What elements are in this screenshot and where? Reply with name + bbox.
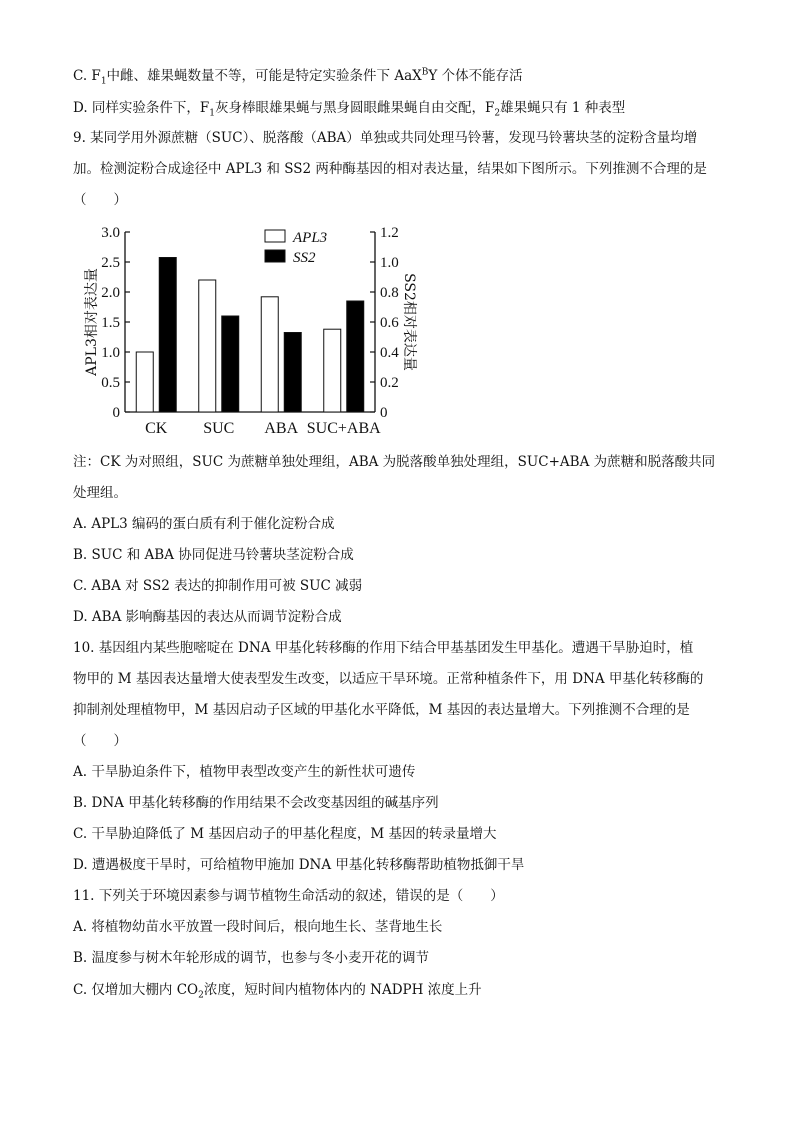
bar-apl3-suc	[199, 280, 216, 412]
x-category-label: ABA	[264, 420, 299, 437]
y-right-tick-label: 0.2	[380, 375, 399, 391]
x-category-label: CK	[145, 420, 168, 437]
q9-option-c: C. ABA 对 SS2 表达的抑制作用可被 SUC 减弱	[73, 578, 363, 594]
y-right-tick-label: 1.0	[380, 255, 399, 271]
bar-apl3-aba	[261, 297, 278, 412]
q9-note-line-1: 注：CK 为对照组，SUC 为蔗糖单独处理组，ABA 为脱落酸单独处理组，SUC+ABA 为蔗糖和脱落酸共同	[73, 454, 716, 470]
y-right-tick-label: 0.4	[380, 345, 399, 361]
q9-option-d: D. ABA 影响酶基因的表达从而调节淀粉合成	[73, 609, 342, 625]
q8-option-c: C. $F_1$中雌、雄果蝇数量不等，可能是特定实验条件下 AaX$^B$Y 个体不能存活	[73, 67, 523, 87]
x-category-label: SUC	[203, 420, 235, 437]
y-left-tick-label: 0	[112, 405, 120, 421]
q11-stem: 11. 下列关于环境因素参与调节植物生命活动的叙述，错误的是（ ）	[73, 888, 504, 904]
bar-ss2-suc	[222, 316, 239, 412]
q10-option-a: A. 干旱胁迫条件下，植物甲表型改变产生的新性状可遗传	[73, 764, 416, 780]
legend-swatch-apl3	[265, 230, 285, 242]
q10-stem-line-2: 物甲的 M 基因表达量增大使表型发生改变，以适应干旱环境。正常种植条件下，用 DNA 甲基化转移酶的	[73, 671, 704, 687]
q9-stem-line-1: 9. 某同学用外源蔗糖（SUC）、脱落酸（ABA）单独或共同处理马铃薯，发现马铃薯块茎的淀粉含量均增	[73, 130, 698, 146]
x-category-label: SUC+ABA	[306, 420, 381, 437]
q11-option-b: B. 温度参与树木年轮形成的调节，也参与冬小麦开花的调节	[73, 950, 430, 966]
legend-label-apl3: APL3	[293, 230, 328, 246]
q10-stem-line-1: 10. 基因组内某些胞嘧啶在 DNA 甲基化转移酶的作用下结合甲基基团发生甲基化。遭遇干旱胁迫时，植	[73, 640, 694, 656]
y-left-tick-label: 2.0	[101, 285, 120, 301]
y-left-tick-label: 1.0	[101, 345, 120, 361]
y-left-tick-label: 0.5	[101, 375, 120, 391]
legend-label-ss2: SS2	[293, 250, 316, 266]
expression-bar-chart	[70, 222, 430, 444]
q9-stem-line-2: 加。检测淀粉合成途径中 APL3 和 SS2 两种酶基因的相对表达量，结果如下图所示。下列推测不合理的是	[73, 161, 707, 177]
bar-ss2-aba	[284, 333, 301, 413]
legend-swatch-ss2	[265, 250, 285, 262]
y-right-tick-label: 0.6	[380, 315, 399, 331]
y-left-tick-label: 2.5	[101, 255, 120, 271]
q11-option-a: A. 将植物幼苗水平放置一段时间后，根向地生长、茎背地生长	[73, 919, 443, 935]
bar-ss2-ck	[159, 258, 176, 413]
y-right-tick-label: 0.8	[380, 285, 399, 301]
q8-option-d: D. 同样实验条件下，$F_1$灰身棒眼雄果蝇与黑身圆眼雌果蝇自由交配，$F_2$雄果蝇只有 1 种表型	[73, 100, 626, 119]
q10-option-c: C. 干旱胁迫降低了 M 基因启动子的甲基化程度，M 基因的转录量增大	[73, 826, 497, 842]
q11-option-c: C. 仅增加大棚内 $CO_2$浓度，短时间内植物体内的 NADPH 浓度上升	[73, 982, 482, 1001]
q9-option-b: B. SUC 和 ABA 协同促进马铃薯块茎淀粉合成	[73, 547, 354, 563]
bar-apl3-ck	[136, 352, 153, 412]
q10-option-d: D. 遭遇极度干旱时，可给植物甲施加 DNA 甲基化转移酶帮助植物抵御干旱	[73, 857, 525, 873]
q10-option-b: B. DNA 甲基化转移酶的作用结果不会改变基因组的碱基序列	[73, 795, 439, 811]
chart-legend	[265, 230, 327, 266]
q9-option-a: A. APL3 编码的蛋白质有利于催化淀粉合成	[73, 516, 335, 532]
y-axis-right-title: SS2相对表达量	[401, 273, 417, 371]
y-axis-left-title: APL3相对表达量	[84, 268, 100, 376]
chart-bars	[136, 258, 364, 413]
y-right-tick-label: 0	[380, 405, 388, 421]
y-left-tick-label: 1.5	[101, 315, 120, 331]
q10-stem-line-4: （ ）	[73, 733, 127, 749]
q10-stem-line-3: 抑制剂处理植物甲，M 基因启动子区域的甲基化水平降低，M 基因的表达量增大。下列推测不合理的是	[73, 702, 690, 718]
y-left-tick-label: 3.0	[101, 225, 120, 241]
q9-note-line-2: 处理组。	[73, 485, 127, 501]
bar-apl3-suc-aba	[324, 329, 341, 412]
q9-stem-line-3: （ ）	[73, 192, 127, 208]
bar-ss2-suc-aba	[347, 301, 364, 412]
y-right-tick-label: 1.2	[380, 225, 399, 241]
